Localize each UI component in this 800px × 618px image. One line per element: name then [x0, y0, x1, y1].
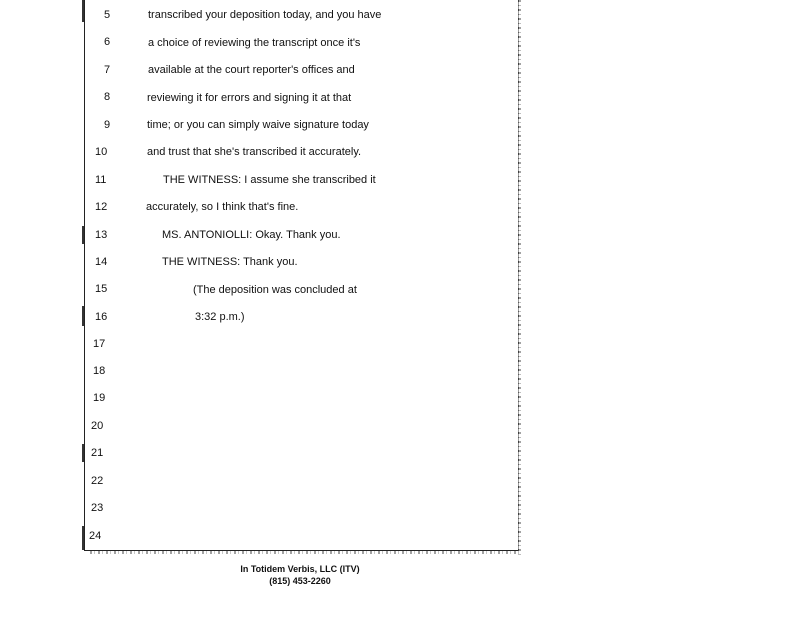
transcript-line: transcribed your deposition today, and you have [148, 9, 382, 21]
line-number: 9 [104, 119, 111, 131]
transcript-line: 3:32 p.m.) [195, 311, 245, 323]
page-bottom-edge [90, 551, 520, 554]
line-number: 11 [95, 174, 107, 186]
line-number: 18 [93, 365, 106, 377]
line-number: 17 [93, 338, 106, 350]
line-number: 15 [95, 283, 108, 295]
line-number: 16 [95, 311, 108, 323]
margin-mark [82, 306, 84, 326]
transcript-line: (The deposition was concluded at [193, 284, 357, 296]
line-number: 20 [91, 420, 104, 432]
line-number: 13 [95, 229, 108, 241]
transcript-line: a choice of reviewing the transcript once it's [148, 37, 361, 49]
transcript-line: available at the court reporter's offices and [148, 64, 355, 76]
transcript-line: time; or you can simply waive signature today [147, 119, 369, 131]
line-number: 24 [89, 530, 102, 542]
transcript-line: accurately, so I think that's fine. [146, 201, 299, 213]
margin-mark [82, 226, 84, 244]
margin-mark [82, 444, 84, 462]
line-number: 7 [104, 64, 111, 76]
line-number: 6 [104, 36, 111, 48]
footer-company: In Totidem Verbis, LLC (ITV) [240, 564, 360, 574]
transcript-line: THE WITNESS: I assume she transcribed it [163, 174, 376, 186]
margin-mark [82, 0, 84, 22]
line-number: 8 [104, 91, 111, 103]
margin-mark [82, 526, 84, 550]
line-number: 10 [95, 146, 108, 158]
transcript-page-frame [84, 0, 519, 551]
transcript-line: and trust that she's transcribed it accurately. [147, 146, 362, 158]
line-number: 14 [95, 256, 108, 268]
footer-phone: (815) 453-2260 [269, 576, 331, 586]
line-number: 22 [91, 475, 104, 487]
line-number: 21 [91, 447, 104, 459]
line-number: 23 [91, 502, 104, 514]
transcript-line: MS. ANTONIOLLI: Okay. Thank you. [162, 229, 341, 241]
transcript-line: THE WITNESS: Thank you. [162, 256, 298, 268]
line-number: 12 [95, 201, 108, 213]
line-number: 19 [93, 392, 106, 404]
line-number: 5 [104, 9, 111, 21]
page-right-edge [518, 0, 521, 556]
transcript-line: reviewing it for errors and signing it at that [147, 92, 352, 104]
